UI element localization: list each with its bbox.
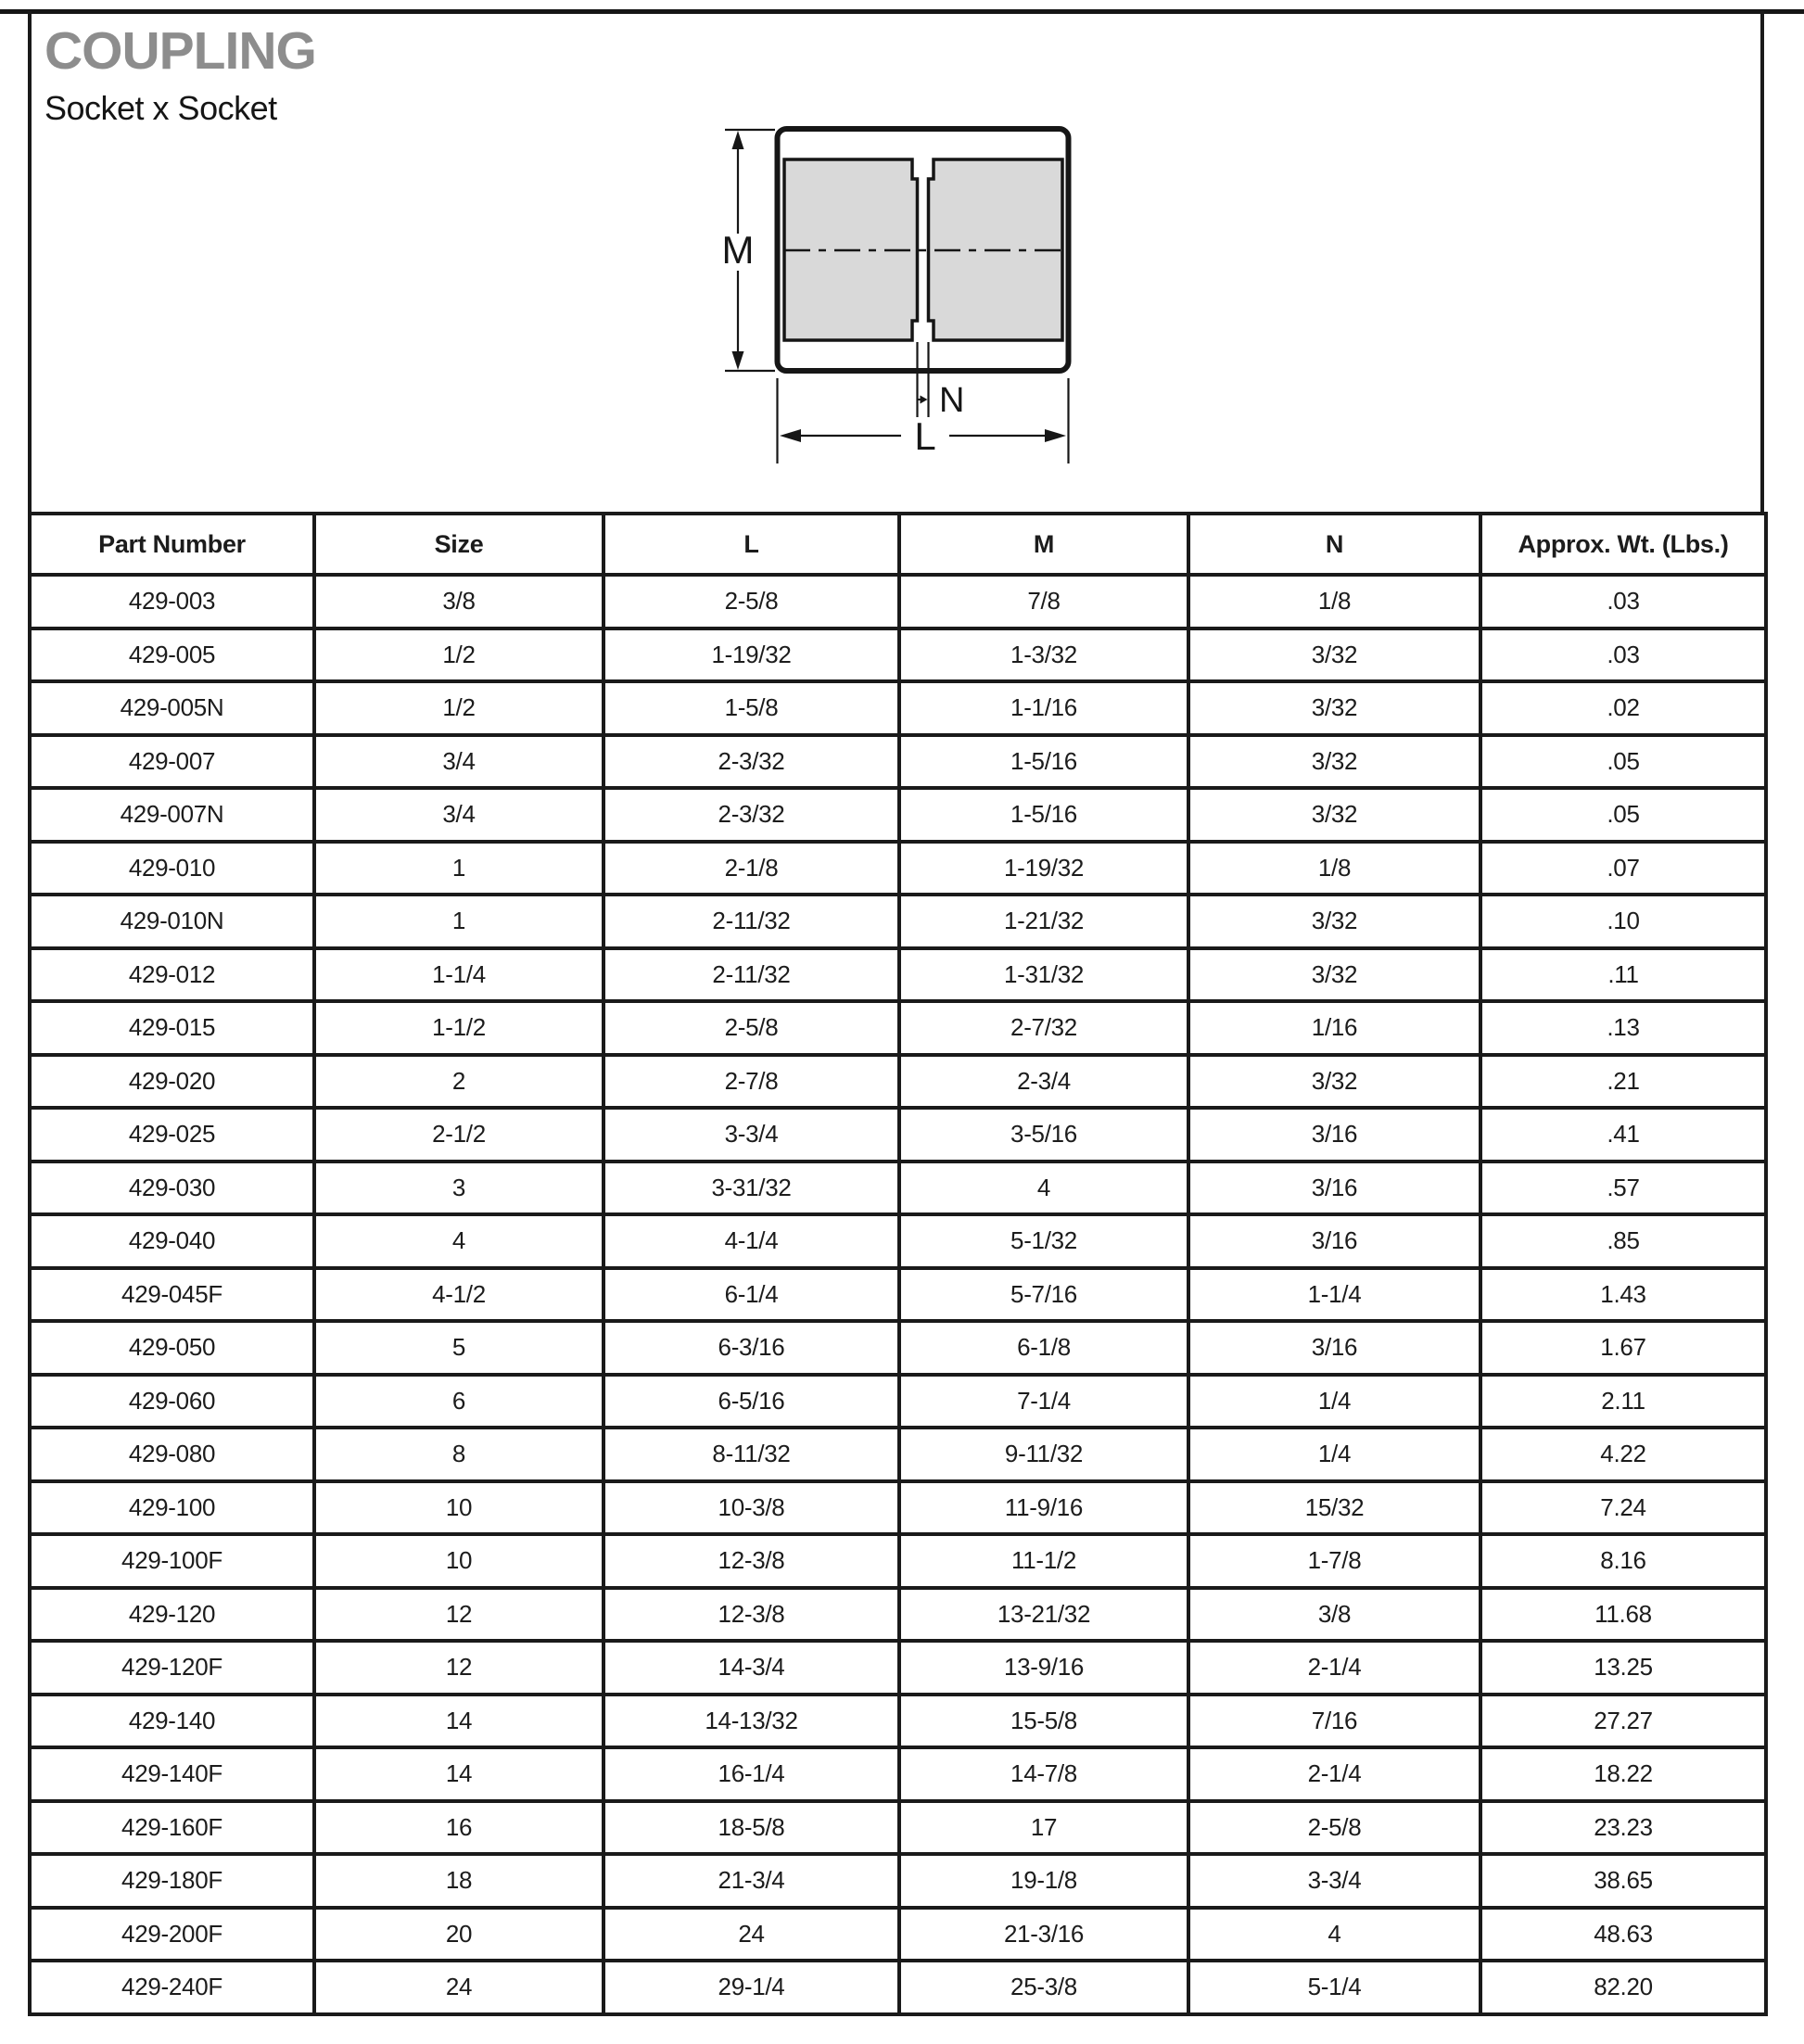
table-cell: 2-5/8 [603,575,899,628]
table-cell: 2-11/32 [603,895,899,948]
table-cell: 2-7/8 [603,1055,899,1109]
table-cell: 429-003 [30,575,314,628]
title-block [44,21,316,128]
table-cell: 1-3/32 [899,628,1188,682]
table-cell: 1 [314,842,603,895]
table-cell: .11 [1480,948,1766,1002]
table-cell: 14-13/32 [603,1695,899,1748]
table-row [30,1481,1766,1535]
table-cell: 82.20 [1480,1961,1766,2014]
table-cell: 11-9/16 [899,1481,1188,1535]
table-cell: 3/32 [1188,895,1480,948]
table-cell: 10 [314,1534,603,1588]
table-row [30,1747,1766,1801]
table-cell: .13 [1480,1001,1766,1055]
table-cell: 13-9/16 [899,1641,1188,1695]
table-cell: 14 [314,1747,603,1801]
table-cell: .57 [1480,1162,1766,1215]
table-cell: 23.23 [1480,1801,1766,1855]
table-row [30,1801,1766,1855]
table-cell: 18.22 [1480,1747,1766,1801]
table-cell: 3/32 [1188,948,1480,1002]
table-cell: 12-3/8 [603,1534,899,1588]
dimension-label-m: M [721,228,755,272]
table-cell: 429-030 [30,1162,314,1215]
table-cell: 3/8 [1188,1588,1480,1642]
table-row [30,1108,1766,1162]
table-cell: 429-160F [30,1801,314,1855]
table-cell: 1/8 [1188,842,1480,895]
table-row [30,735,1766,789]
table-cell: 6-1/8 [899,1321,1188,1375]
table-row [30,1961,1766,2014]
table-cell: 2-3/4 [899,1055,1188,1109]
table-cell: .02 [1480,681,1766,735]
table-row [30,1321,1766,1375]
table-cell: 15-5/8 [899,1695,1188,1748]
table-row [30,1908,1766,1961]
table-cell: 1/16 [1188,1001,1480,1055]
table-cell: 3/8 [314,575,603,628]
table-row [30,895,1766,948]
table-cell: 3/16 [1188,1214,1480,1268]
table-cell: 2-5/8 [603,1001,899,1055]
table-cell: .05 [1480,735,1766,789]
table-cell: 429-080 [30,1428,314,1481]
table-cell: 20 [314,1908,603,1961]
table-cell: 25-3/8 [899,1961,1188,2014]
table-cell: 429-010N [30,895,314,948]
table-row [30,1641,1766,1695]
table-cell: 1-1/2 [314,1001,603,1055]
table-cell: 4.22 [1480,1428,1766,1481]
table-cell: 14-3/4 [603,1641,899,1695]
coupling-diagram [649,102,1112,510]
table-cell: 11-1/2 [899,1534,1188,1588]
table-cell: 4-1/4 [603,1214,899,1268]
table-cell: 3-5/16 [899,1108,1188,1162]
table-cell: 429-120F [30,1641,314,1695]
table-cell: 8.16 [1480,1534,1766,1588]
table-cell: 8-11/32 [603,1428,899,1481]
table-cell: 429-007N [30,788,314,842]
m-dimension [722,130,776,371]
table-cell: 13-21/32 [899,1588,1188,1642]
table-row [30,1588,1766,1642]
table-row [30,575,1766,628]
table-body [30,575,1766,2014]
table-cell: 429-005 [30,628,314,682]
column-header: Approx. Wt. (Lbs.) [1480,514,1766,575]
table-cell: .10 [1480,895,1766,948]
table-cell: 38.65 [1480,1854,1766,1908]
table-cell: 429-010 [30,842,314,895]
table-cell: 2-11/32 [603,948,899,1002]
table-row [30,628,1766,682]
table-cell: 2-1/8 [603,842,899,895]
table-row [30,1375,1766,1428]
table-cell: 2.11 [1480,1375,1766,1428]
table-cell: 2-3/32 [603,735,899,789]
table-cell: 1-5/16 [899,788,1188,842]
table-cell: 10-3/8 [603,1481,899,1535]
table-cell: 4-1/2 [314,1268,603,1322]
table-cell: 4 [314,1214,603,1268]
table-cell: 5-7/16 [899,1268,1188,1322]
table-cell: 3 [314,1162,603,1215]
table-row [30,788,1766,842]
table-cell: 2-5/8 [1188,1801,1480,1855]
table-cell: 3/32 [1188,1055,1480,1109]
table-row [30,1055,1766,1109]
column-header: Part Number [30,514,314,575]
table-cell: 18-5/8 [603,1801,899,1855]
table-cell: 16 [314,1801,603,1855]
table-cell: .21 [1480,1055,1766,1109]
table-cell: .07 [1480,842,1766,895]
table-cell: 2 [314,1055,603,1109]
table-cell: 1-19/32 [899,842,1188,895]
table-cell: 3/16 [1188,1321,1480,1375]
table-cell: 10 [314,1481,603,1535]
table-cell: 2-3/32 [603,788,899,842]
table-cell: 1/4 [1188,1428,1480,1481]
table-cell: 429-120 [30,1588,314,1642]
table-cell: 5 [314,1321,603,1375]
table-row [30,1534,1766,1588]
table-cell: 2-1/2 [314,1108,603,1162]
table-cell: 48.63 [1480,1908,1766,1961]
table-cell: 7-1/4 [899,1375,1188,1428]
table-cell: 3/16 [1188,1162,1480,1215]
l-dimension [778,378,1069,463]
table-cell: 1-31/32 [899,948,1188,1002]
table-row [30,1695,1766,1748]
table-cell: 3/4 [314,788,603,842]
table-cell: 6-1/4 [603,1268,899,1322]
table-cell: 2-1/4 [1188,1641,1480,1695]
table-cell: 1/2 [314,628,603,682]
table-cell: 429-100F [30,1534,314,1588]
table-cell: 1 [314,895,603,948]
table-cell: 17 [899,1801,1188,1855]
table-cell: 3/16 [1188,1108,1480,1162]
table-row [30,1001,1766,1055]
table-cell: .41 [1480,1108,1766,1162]
table-cell: 4 [1188,1908,1480,1961]
table-cell: .85 [1480,1214,1766,1268]
table-cell: 9-11/32 [899,1428,1188,1481]
table-row [30,1162,1766,1215]
table-cell: 29-1/4 [603,1961,899,2014]
table-cell: 7/8 [899,575,1188,628]
table-cell: 429-100 [30,1481,314,1535]
table-cell: 3/4 [314,735,603,789]
column-header: M [899,514,1188,575]
table-cell: .03 [1480,575,1766,628]
table-cell: 8 [314,1428,603,1481]
page-subtitle: Socket x Socket [44,88,277,127]
table-cell: 2-1/4 [1188,1747,1480,1801]
table-cell: 21-3/16 [899,1908,1188,1961]
table-cell: 1-1/4 [314,948,603,1002]
table-cell: 429-040 [30,1214,314,1268]
table-row [30,1854,1766,1908]
table-cell: 1-7/8 [1188,1534,1480,1588]
table-cell: 3/32 [1188,628,1480,682]
table-cell: 21-3/4 [603,1854,899,1908]
table-cell: 1/4 [1188,1375,1480,1428]
table-cell: 1-1/4 [1188,1268,1480,1322]
table-cell: 18 [314,1854,603,1908]
table-header-row [30,514,1766,575]
table-cell: 1-5/16 [899,735,1188,789]
table-cell: 429-007 [30,735,314,789]
table-cell: 1-1/16 [899,681,1188,735]
table-cell: 2-7/32 [899,1001,1188,1055]
table-cell: 429-050 [30,1321,314,1375]
table-cell: 3/32 [1188,681,1480,735]
table-cell: 429-180F [30,1854,314,1908]
table-cell: 3-3/4 [1188,1854,1480,1908]
dimension-label-n: N [939,381,965,420]
table-cell: 19-1/8 [899,1854,1188,1908]
table-cell: 3/32 [1188,788,1480,842]
dimension-label-l: L [914,414,936,458]
table-cell: 14 [314,1695,603,1748]
parts-table [28,512,1768,2016]
table-row [30,1428,1766,1481]
table-cell: 1.67 [1480,1321,1766,1375]
table-cell: 1-21/32 [899,895,1188,948]
table-cell: 6 [314,1375,603,1428]
table-cell: 15/32 [1188,1481,1480,1535]
table-cell: 429-200F [30,1908,314,1961]
table-cell: 3-31/32 [603,1162,899,1215]
table-cell: 5-1/4 [1188,1961,1480,2014]
table-cell: 1/2 [314,681,603,735]
table-row [30,1214,1766,1268]
table-cell: 12 [314,1641,603,1695]
table-cell: 12 [314,1588,603,1642]
table-cell: 6-3/16 [603,1321,899,1375]
table-row [30,842,1766,895]
table-row [30,948,1766,1002]
table-cell: 429-012 [30,948,314,1002]
table-row [30,1268,1766,1322]
table-cell: 6-5/16 [603,1375,899,1428]
table-cell: 1-5/8 [603,681,899,735]
table-cell: 5-1/32 [899,1214,1188,1268]
table-cell: 24 [314,1961,603,2014]
table-cell: 11.68 [1480,1588,1766,1642]
column-header: N [1188,514,1480,575]
page-title: COUPLING [44,21,316,81]
table-cell: 429-020 [30,1055,314,1109]
table-cell: 13.25 [1480,1641,1766,1695]
table-cell: 429-140F [30,1747,314,1801]
table-cell: 7/16 [1188,1695,1480,1748]
table-cell: 1/8 [1188,575,1480,628]
table-cell: .03 [1480,628,1766,682]
table-cell: 1.43 [1480,1268,1766,1322]
table-cell: 429-025 [30,1108,314,1162]
table-cell: 429-005N [30,681,314,735]
table-cell: .05 [1480,788,1766,842]
column-header: Size [314,514,603,575]
column-header: L [603,514,899,575]
table-cell: 7.24 [1480,1481,1766,1535]
table-cell: 429-240F [30,1961,314,2014]
table-cell: 1-19/32 [603,628,899,682]
table-cell: 429-060 [30,1375,314,1428]
table-row [30,681,1766,735]
table-cell: 3/32 [1188,735,1480,789]
table-cell: 429-140 [30,1695,314,1748]
table-cell: 429-015 [30,1001,314,1055]
table-cell: 4 [899,1162,1188,1215]
table-cell: 12-3/8 [603,1588,899,1642]
table-cell: 24 [603,1908,899,1961]
table-cell: 14-7/8 [899,1747,1188,1801]
table-cell: 3-3/4 [603,1108,899,1162]
table-cell: 16-1/4 [603,1747,899,1801]
table-cell: 27.27 [1480,1695,1766,1748]
table-cell: 429-045F [30,1268,314,1322]
